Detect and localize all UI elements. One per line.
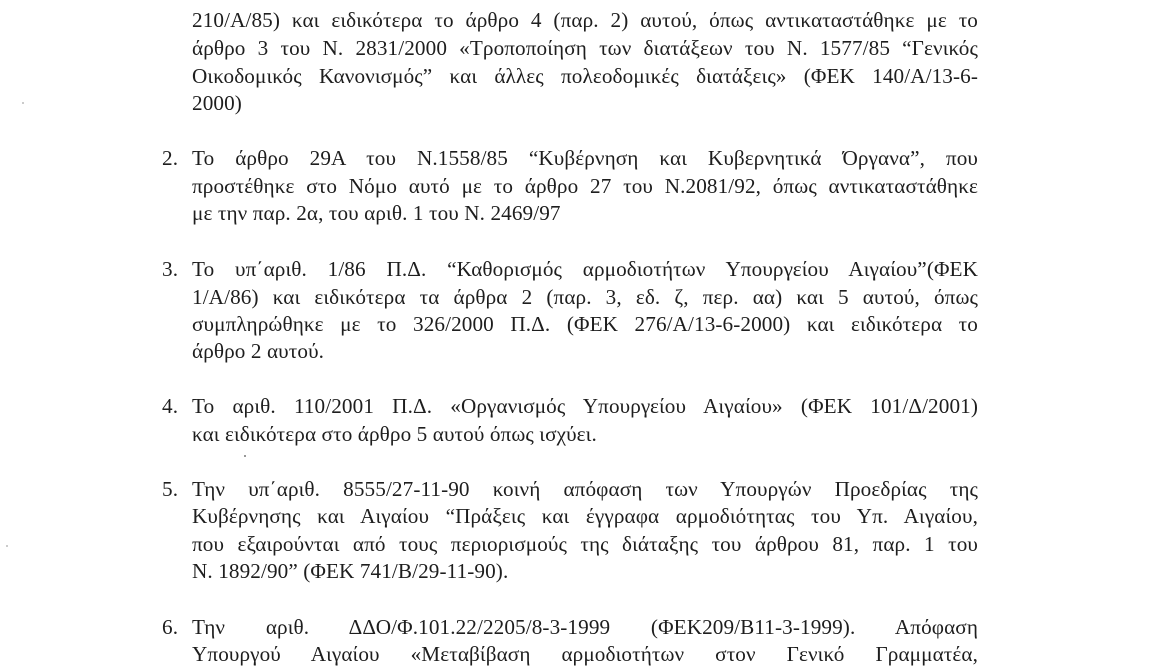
- scan-speck: [22, 102, 24, 104]
- text-line: συμπληρώθηκε με το 326/2000 Π.Δ. (ΦΕΚ 276/Α/13-6-2000) και ειδικότερα το: [192, 312, 978, 336]
- text-line: 2000): [192, 91, 242, 115]
- scan-speck: [244, 455, 246, 457]
- text-line: 1/Α/86) και ειδικότερα τα άρθρα 2 (παρ. 3, εδ. ζ, περ. αα) και 5 αυτού, όπως: [192, 285, 978, 309]
- scan-speck: [6, 545, 8, 547]
- item-number: 6.: [162, 615, 179, 639]
- text-line: 4. Το αριθ. 110/2001 Π.Δ. «Οργανισμός Υπουργείου Αιγαίου» (ΦΕΚ 101/Δ/2001): [162, 394, 978, 418]
- item-number: 2.: [162, 146, 179, 170]
- text-line: 5. Την υπ΄αριθ. 8555/27-11-90 κοινή απόφαση των Υπουργών Προεδρίας της: [162, 477, 978, 501]
- text-line: προστέθηκε στο Νόμο αυτό με το άρθρο 27 του Ν.2081/92, όπως αντικαταστάθηκε: [192, 174, 978, 198]
- text-line: Οικοδομικός Κανονισμός” και άλλες πολεοδομικές διατάξεις» (ΦΕΚ 140/Α/13-6-: [192, 64, 978, 88]
- text-line: 210/Α/85) και ειδικότερα το άρθρο 4 (παρ. 2) αυτού, όπως αντικαταστάθηκε με το: [192, 8, 978, 32]
- item-number: 3.: [162, 257, 179, 281]
- text-line: 3. Το υπ΄αριθ. 1/86 Π.Δ. “Καθορισμός αρμοδιοτήτων Υπουργείου Αιγαίου”(ΦΕΚ: [162, 257, 978, 281]
- text-line: και ειδικότερα στο άρθρο 5 αυτού όπως ισχύει.: [192, 422, 597, 446]
- text-line: που εξαιρούνται από τους περιορισμούς της διάταξης του άρθρου 81, παρ. 1 του: [192, 532, 978, 556]
- text-line: Ν. 1892/90” (ΦΕΚ 741/Β/29-11-90).: [192, 559, 509, 583]
- text-line: άρθρο 3 του Ν. 2831/2000 «Τροποποίηση των διατάξεων του Ν. 1577/85 “Γενικός: [192, 36, 978, 60]
- text-line: Υπουργού Αιγαίου «Μεταβίβαση αρμοδιοτήτων στον Γενικό Γραμματέα,: [192, 642, 978, 666]
- text-line: άρθρο 2 αυτού.: [192, 339, 325, 363]
- item-number: 5.: [162, 477, 179, 501]
- item-number: 4.: [162, 394, 179, 418]
- text-line: 6. Την αριθ. ΔΔΟ/Φ.101.22/2205/8-3-1999 (ΦΕΚ209/Β11-3-1999). Απόφαση: [162, 615, 978, 639]
- text-line: Κυβέρνησης και Αιγαίου “Πράξεις και έγγραφα αρμοδιότητας του Υπ. Αιγαίου,: [192, 504, 978, 528]
- text-line: με την παρ. 2α, του αριθ. 1 του Ν. 2469/97: [192, 201, 561, 225]
- text-line: 2. Το άρθρο 29Α του Ν.1558/85 “Κυβέρνηση και Κυβερνητικά Όργανα”, που: [162, 146, 978, 170]
